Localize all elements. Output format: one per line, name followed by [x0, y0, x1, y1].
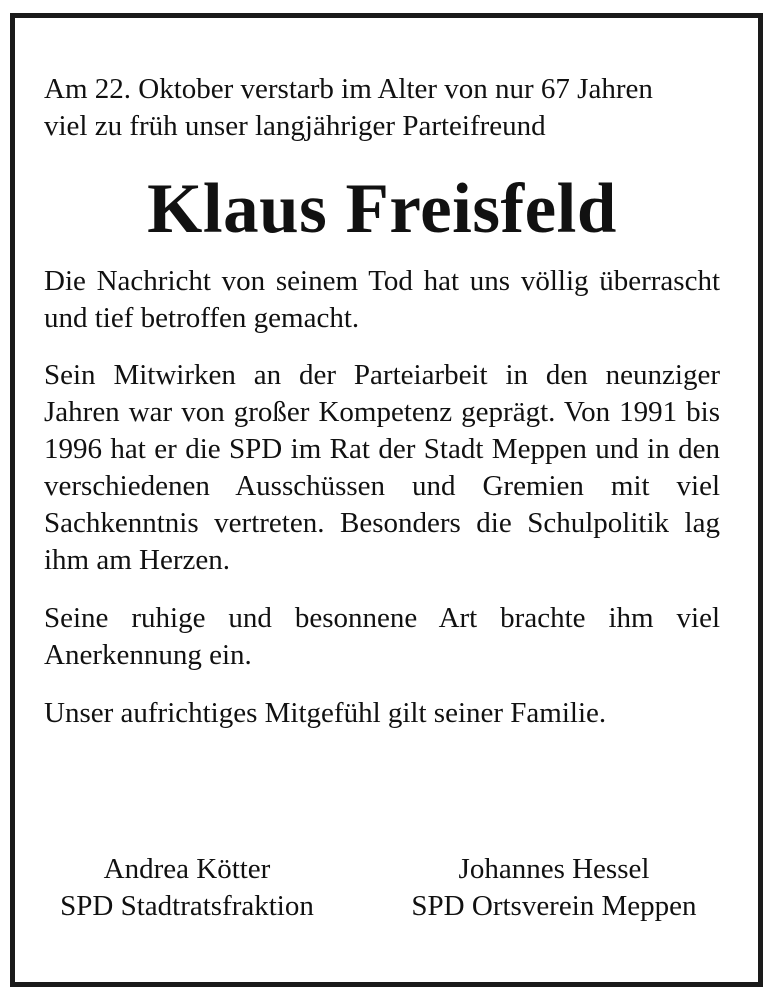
signatory-name: Andrea Kötter [103, 853, 271, 885]
intro-line: viel zu früh unser langjähriger Parteifreund [44, 110, 546, 142]
signatory-left [42, 851, 332, 925]
intro-text [44, 71, 720, 145]
deceased-name: Klaus Freisfeld [147, 170, 617, 248]
paragraph-news: Die Nachricht von seinem Tod hat uns völlig überrascht und tief betroffen gemacht. [44, 265, 720, 334]
signatory-name: Johannes Hessel [458, 853, 650, 885]
paragraph-contribution: Sein Mitwirken an der Parteiarbeit in den neunziger Jahren war von großer Kompetenz geprägt. Von 1991 bis 1996 hat er die SPD im Rat der Stadt Meppen und in den verschiedenen Ausschüssen und Gremien mit viel Sachkenntnis vertreten. Besonders die Schulpolitik lag ihm am Herzen. [44, 359, 720, 576]
paragraph-condolences: Unser aufrichtiges Mitgefühl gilt seiner Familie. [44, 697, 607, 729]
signatory-organization: SPD Ortsverein Meppen [411, 890, 697, 922]
signatory-organization: SPD Stadtratsfraktion [60, 890, 314, 922]
signatory-right [384, 851, 724, 925]
paragraph-character: Seine ruhige und besonnene Art brachte ihm viel Anerkennung ein. [44, 602, 720, 671]
obituary-body [44, 71, 720, 732]
intro-line: Am 22. Oktober verstarb im Alter von nur 67 Jahren [44, 73, 653, 105]
